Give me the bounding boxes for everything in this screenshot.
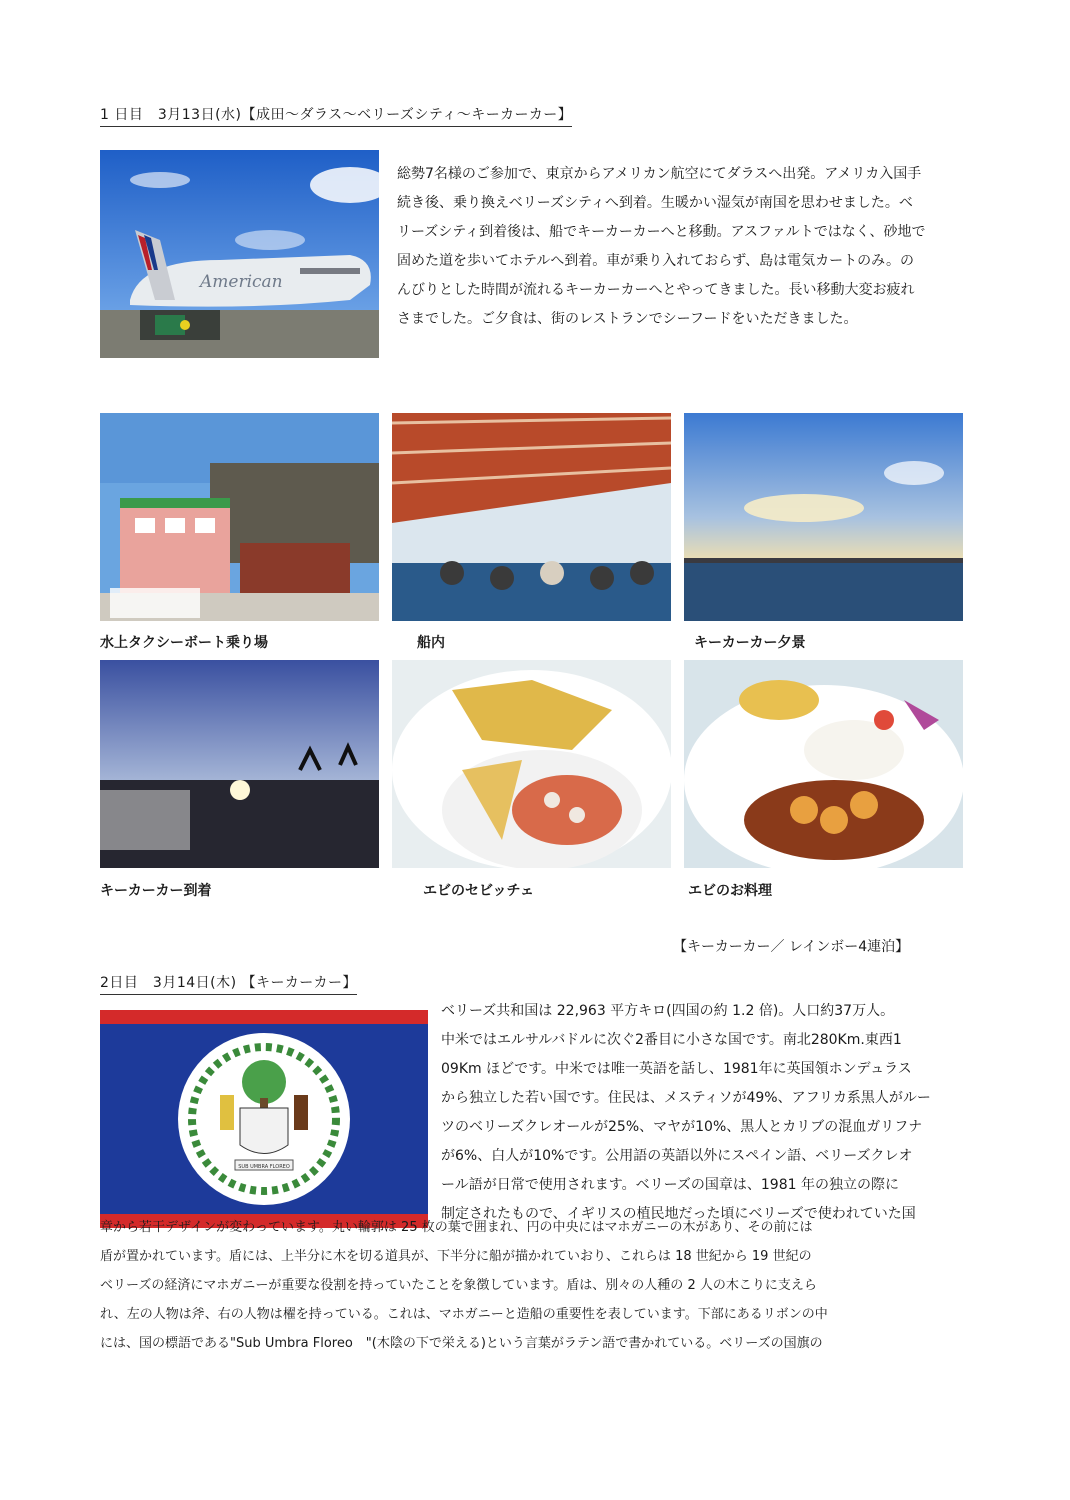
day1-line: 総勢7名様のご参加で、東京からアメリカン航空にてダラスへ出発。アメリカ入国手	[397, 166, 922, 182]
day1-heading: 1 日目 3月13日(水)【成田～ダラス～ベリーズシティ～キーカーカー】	[100, 106, 572, 127]
water-taxi-terminal-photo	[100, 413, 379, 621]
day1-line: リーズシティ到着後は、船でキーカーカーへと移動。アスファルトではなく、砂地で	[397, 224, 926, 240]
day2-line: には、国の標語である"Sub Umbra Floreo "(木陰の下で栄える)という言葉がラテン語で書かれている。ベリーズの国旗の	[100, 1336, 823, 1351]
caye-caulker-sunset-photo	[684, 413, 963, 621]
caption-boat-interior: 船内	[417, 635, 445, 651]
day2-line: ベリーズの経済にマホガニーが重要な役割を持っていたことを象徴しています。盾は、別々の人種の 2 人の木こりに支えら	[100, 1278, 817, 1293]
caption-water-taxi: 水上タクシーボート乗り場	[100, 635, 268, 651]
day2-line: が6%、白人が10%です。公用語の英語以外にスペイン語、ベリーズクレオ	[441, 1148, 913, 1164]
airplane-logo-text: American	[200, 272, 283, 292]
caption-sunset: キーカーカー夕景	[694, 635, 806, 651]
shrimp-dish-photo	[684, 660, 963, 868]
airplane-photo	[100, 150, 379, 358]
day2-line: 09Km ほどです。中米では唯一英語を話し、1981年に英国領ホンデュラス	[441, 1061, 912, 1077]
day2-heading: 2日目 3月14日(木) 【キーカーカー】	[100, 974, 357, 995]
caption-ceviche: エビのセビッチェ	[423, 883, 535, 899]
caption-shrimp-dish: エビのお料理	[688, 883, 772, 899]
day2-line: 制定されたもので、イギリスの植民地だった頃にベリーズで使われていた国	[441, 1206, 916, 1222]
day1-paragraph	[397, 160, 957, 334]
day1-line: さまでした。ご夕食は、街のレストランでシーフードをいただきました。	[397, 311, 858, 327]
day1-line: んびりとした時間が流れるキーカーカーへとやってきました。長い移動大変お疲れ	[397, 282, 915, 298]
shrimp-ceviche-photo	[392, 660, 671, 868]
day2-line: ベリーズ共和国は 22,963 平方キロ(四国の約 1.2 倍)。人口約37万人。	[441, 1003, 895, 1019]
day2-line: 盾が置かれています。盾には、上半分に木を切る道具が、下半分に船が描かれていおり、これらは 18 世紀から 19 世紀の	[100, 1249, 812, 1264]
day1-line: 固めた道を歩いてホテルへ到着。車が乗り入れておらず、島は電気カートのみ。の	[397, 253, 915, 269]
stay-note: 【キーカーカー／ レインボー4連泊】	[673, 939, 910, 955]
caption-arrival: キーカーカー到着	[100, 883, 212, 899]
day2-line: ツのベリーズクレオールが25%、マヤが10%、黒人とカリブの混血ガリフナ	[441, 1119, 923, 1135]
day2-line: 中米ではエルサルバドルに次ぐ2番目に小さな国です。南北280Km.東西1	[441, 1032, 902, 1048]
belize-flag-image	[100, 1010, 428, 1228]
day2-paragraph-full	[100, 1213, 1000, 1358]
day2-line: ール語が日常で使用されます。ベリーズの国章は、1981 年の独立の際に	[441, 1177, 899, 1193]
arrival-night-photo	[100, 660, 379, 868]
boat-interior-photo	[392, 413, 671, 621]
day2-line: れ、左の人物は斧、右の人物は櫂を持っている。これは、マホガニーと造船の重要性を表しています。下部にあるリボンの中	[100, 1307, 828, 1322]
day2-line: 章から若干デザインが変わっています。丸い輪郭は 25 枚の葉で囲まれ、円の中央にはマホガニーの木があり、その前には	[100, 1220, 813, 1235]
flag-ribbon-text: SUB UMBRA FLOREO	[238, 1164, 290, 1170]
day2-line: から独立した若い国です。住民は、メスティソが49%、アフリカ系黒人がルー	[441, 1090, 931, 1106]
day2-paragraph-top	[441, 997, 996, 1229]
day1-line: 続き後、乗り換えベリーズシティへ到着。生暖かい湿気が南国を思わせました。ベ	[397, 195, 913, 211]
